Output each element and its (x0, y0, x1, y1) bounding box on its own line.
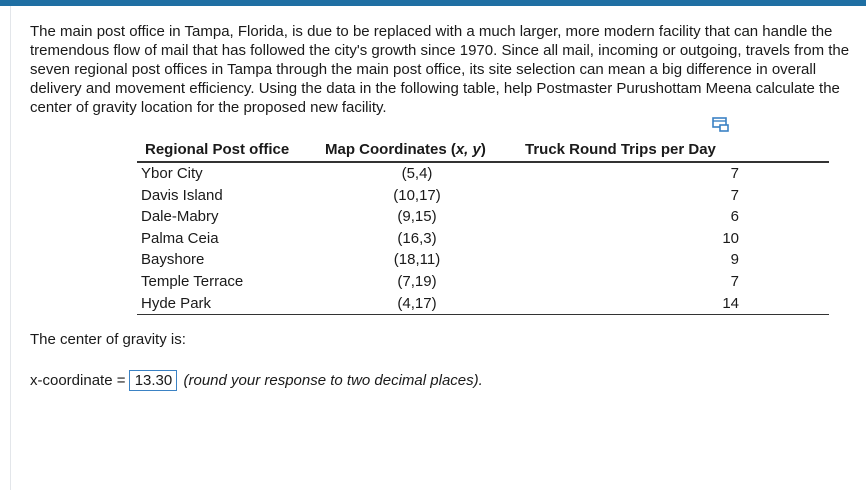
office-coordinates: (5,4) (401, 165, 433, 182)
office-name: Bayshore (141, 251, 205, 269)
table-row (137, 162, 829, 185)
expand-table-icon[interactable] (712, 117, 730, 133)
office-name: Ybor City (141, 165, 203, 182)
office-coordinates: (7,19) (397, 272, 437, 290)
x-coordinate-input[interactable]: 13.30 (129, 370, 177, 391)
table-row (137, 271, 829, 293)
top-accent-bar (0, 0, 866, 6)
office-coordinates: (4,17) (397, 294, 437, 312)
table-row (137, 206, 829, 228)
office-coordinates: (9,15) (397, 208, 437, 226)
office-trips: 14 (517, 293, 829, 315)
office-coordinates: (16,3) (397, 229, 437, 247)
table-row (137, 185, 829, 207)
header-office: Regional Post office (137, 138, 317, 162)
table-row (137, 249, 829, 271)
office-trips: 7 (730, 165, 739, 182)
x-coordinate-label: x-coordinate = (30, 372, 126, 389)
office-trips: 9 (730, 251, 739, 269)
problem-statement: The main post office in Tampa, Florida, is due to be replaced with a much larger, more modern facility that can handle the tremendous flow of mail that has followed the city's growth since 1970. Since all mail, incoming or outgoing, travels from the seven regional post offices in Tampa through the main post office, its site selection can mean a big difference in overall delivery and movement efficiency. Using the data in the following table, help Postmaster Purushottam Meena calculate the center of gravity location for the proposed new facility. (30, 23, 850, 116)
office-name: Davis Island (141, 186, 223, 204)
office-name: Temple Terrace (141, 272, 244, 290)
office-trips: 7 (730, 186, 739, 204)
header-coords-suffix: ) (480, 141, 486, 158)
office-coordinates: (10,17) (393, 186, 441, 204)
x-coordinate-row (30, 370, 483, 391)
office-trips: 6 (730, 208, 739, 226)
table-row (137, 228, 829, 250)
table-row (137, 293, 829, 315)
header-coords-vars: x, y (455, 141, 481, 158)
center-of-gravity-label: The center of gravity is: (30, 331, 186, 348)
post-office-table (137, 138, 829, 315)
left-divider (10, 6, 11, 490)
office-name: Palma Ceia (141, 229, 219, 247)
header-trips: Truck Round Trips per Day (517, 138, 829, 162)
table-header-row (137, 138, 829, 162)
office-name: Hyde Park (137, 293, 317, 315)
office-trips: 10 (722, 229, 739, 247)
header-coords-prefix: Map Coordinates ( (325, 141, 456, 158)
office-coordinates: (18,11) (393, 251, 441, 269)
office-trips: 7 (730, 272, 739, 290)
rounding-hint: (round your response to two decimal places). (183, 372, 483, 389)
problem-container (30, 22, 850, 117)
header-coordinates (317, 138, 517, 162)
office-name: Dale-Mabry (141, 208, 219, 226)
